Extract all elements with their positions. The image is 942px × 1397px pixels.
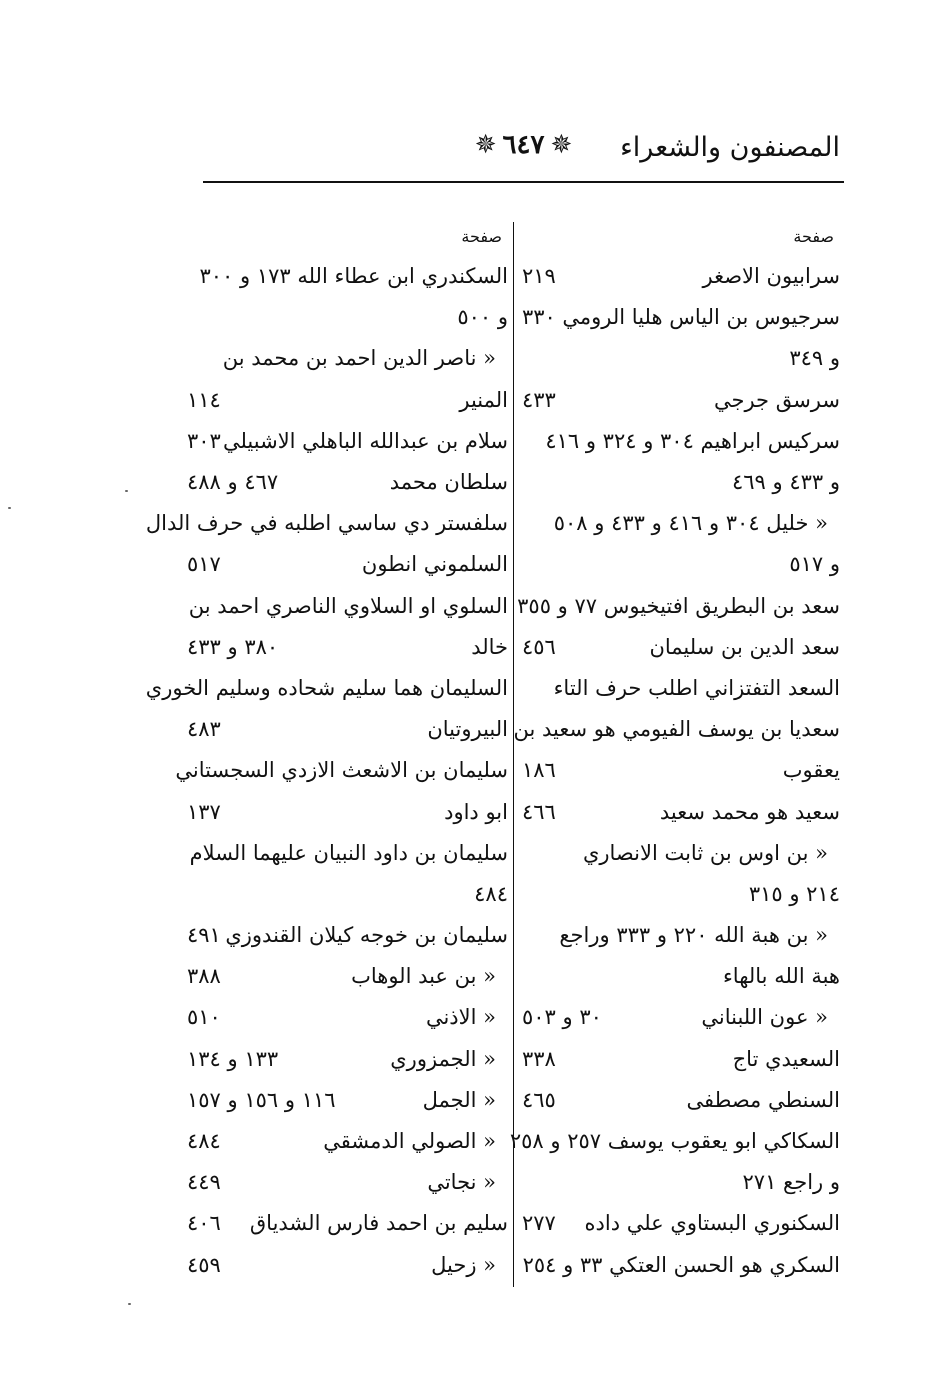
entry-name: « بن اوس بن ثابت الانصاري	[582, 840, 828, 865]
entry-name: ابو داود	[444, 799, 508, 824]
index-entry	[520, 256, 840, 297]
entry-name: السكاكي ابو يعقوب يوسف ٢٥٧ و ٢٥٨	[509, 1129, 840, 1154]
entry-page-refs: ٤٥٩	[187, 1252, 221, 1277]
entry-name: « بن هبة الله ٢٢٠ و ٣٣٣ وراجع	[559, 923, 828, 948]
index-entry	[185, 915, 508, 956]
index-entry	[185, 627, 508, 668]
index-entry	[185, 1203, 508, 1244]
column-heading: صفحة	[793, 227, 834, 246]
entry-name: السنطي مصطفى	[686, 1087, 840, 1112]
entry-name: سعديا بن يوسف الفيومي هو سعيد بن	[513, 717, 840, 742]
index-entry	[185, 1162, 508, 1203]
index-entry	[520, 791, 840, 832]
index-entry	[520, 1039, 840, 1080]
entry-name: سليمان بن خوجه كيلان القندوزي	[225, 923, 508, 948]
index-entry	[520, 874, 840, 915]
index-entry	[185, 586, 508, 627]
entry-name: سرابيون الاصغر	[702, 264, 840, 289]
entry-page-refs: ٣٣٠	[522, 305, 556, 330]
entry-name: و راجع ٢٧١	[742, 1170, 840, 1195]
index-entry	[520, 1245, 840, 1286]
entry-name: « الاذني	[425, 1005, 496, 1030]
page-number: ٦٤٧	[502, 130, 545, 160]
entry-name: « عون اللبناني	[701, 1005, 828, 1030]
index-entry	[520, 956, 840, 997]
entry-name: سليمان بن الاشعث الازدي السجستاني	[175, 758, 508, 783]
paper-speck	[128, 1303, 131, 1305]
index-entry	[520, 1080, 840, 1121]
index-entry	[520, 668, 840, 709]
entry-name: سعد بن البطريق افتيخيوس ٧٧ و ٣٥٥	[517, 593, 840, 618]
entry-name: هبة الله بالهاء	[722, 964, 840, 989]
index-entry	[185, 462, 508, 503]
running-header	[205, 128, 840, 172]
index-entry	[520, 380, 840, 421]
entry-name: سعد الدين بن سليمان	[649, 634, 840, 659]
entry-name: « خليل ٣٠٤ و ٤١٦ و ٤٣٣ و ٥٠٨	[553, 511, 828, 536]
index-entry	[185, 1245, 508, 1286]
index-entry	[520, 915, 840, 956]
entry-name: « بن عبد الوهاب	[351, 964, 496, 989]
entry-page-refs: ٣٠٣	[187, 428, 221, 453]
index-entry	[145, 668, 508, 709]
header-rule	[203, 181, 844, 183]
ornament-right-icon: ✵	[550, 130, 573, 160]
entry-page-refs: ٤٨٣	[187, 717, 221, 742]
index-entry	[185, 1039, 508, 1080]
index-entry	[520, 297, 840, 338]
index-entry	[185, 297, 508, 338]
index-entry	[517, 586, 840, 627]
index-entry	[520, 503, 840, 544]
entry-page-refs: ٤٣٣	[522, 387, 556, 412]
entry-name: السكنوري البستاوي علي داده	[584, 1211, 840, 1236]
entry-name: سليمان بن داود النبيان عليهما السلام	[189, 840, 508, 865]
entry-name: سلفستر دي ساسي اطلبه في حرف الدال	[145, 511, 508, 536]
index-column-left	[145, 222, 508, 1286]
entry-name: ٤٨٤	[474, 881, 508, 906]
index-entry	[185, 380, 508, 421]
entry-page-refs: ١١٤	[187, 387, 221, 412]
index-entry	[520, 833, 840, 874]
index-entry	[509, 1121, 840, 1162]
index-entry	[520, 1203, 840, 1244]
index-entry	[185, 1080, 508, 1121]
entry-name: « ناصر الدين احمد بن محمد بن	[222, 346, 496, 371]
entry-name: السلوي او السلاوي الناصري احمد بن	[188, 593, 508, 618]
entry-page-refs: ٤٩١	[187, 923, 221, 948]
index-entry	[520, 997, 840, 1038]
entry-name: خالد	[471, 634, 508, 659]
entry-name: سرسق جرجي	[713, 387, 840, 412]
entry-name: السعيدي تاج	[732, 1046, 840, 1071]
entry-list	[145, 256, 508, 1286]
index-entry	[185, 833, 508, 874]
index-entry	[520, 421, 840, 462]
entry-name: البيروتيان	[427, 717, 508, 742]
entry-page-refs: ٣٨٨	[187, 964, 221, 989]
paper-speck	[8, 507, 11, 509]
entry-name: سرجيوس بن الياس هليا الرومي	[562, 305, 840, 330]
entry-page-refs: ١٣٣ و ١٣٤	[187, 1046, 279, 1071]
entry-page-refs: ١٨٦	[522, 758, 556, 783]
index-entry	[185, 791, 508, 832]
entry-name: السكري هو الحسن العتكي ٣٣ و ٢٥٤	[522, 1252, 840, 1277]
entry-page-refs: ٢٧٧	[522, 1211, 556, 1236]
entry-name: و ٥٠٠	[457, 305, 508, 330]
index-entry	[520, 338, 840, 379]
entry-page-refs: ٤٤٩	[187, 1170, 221, 1195]
index-entry	[185, 709, 508, 750]
entry-name: المنير	[459, 387, 508, 412]
column-heading: صفحة	[461, 227, 502, 246]
entry-page-refs: ٤٠٦	[187, 1211, 221, 1236]
index-entry	[513, 709, 840, 750]
index-entry	[520, 544, 840, 585]
entry-page-refs: ٥١٠	[187, 1005, 221, 1030]
entry-name: سركيس ابراهيم ٣٠٤ و ٣٢٤ و ٤١٦	[545, 428, 840, 453]
index-entry	[185, 421, 508, 462]
index-entry	[185, 997, 508, 1038]
entry-name: يعقوب	[782, 758, 840, 783]
column-divider	[513, 222, 514, 1287]
index-column-right	[509, 222, 840, 1286]
entry-page-refs: ٣٨٠ و ٤٣٣	[187, 634, 279, 659]
entry-name: السعد التفتزاني اطلب حرف التاء	[553, 675, 840, 700]
index-entry	[185, 956, 508, 997]
entry-page-refs: ٤٨٤	[187, 1129, 221, 1154]
entry-page-refs: ٢١٩	[522, 264, 556, 289]
index-entry	[185, 544, 508, 585]
entry-name: « الصولي الدمشقي	[323, 1129, 496, 1154]
index-entry	[185, 338, 508, 379]
index-entry	[520, 462, 840, 503]
entry-name: السلموني انطون	[361, 552, 508, 577]
entry-name: سلطان محمد	[389, 470, 508, 495]
entry-name: « نجاتي	[427, 1170, 496, 1195]
entry-name: سلام بن عبدالله الباهلي الاشبيلي	[222, 428, 508, 453]
entry-page-refs: ٤٦٧ و ٤٨٨	[187, 470, 279, 495]
entry-page-refs: ١٣٧	[187, 799, 221, 824]
entry-page-refs: ٤٥٦	[522, 634, 556, 659]
index-entry	[145, 503, 508, 544]
paper-speck	[125, 490, 128, 492]
index-entry	[520, 1162, 840, 1203]
entry-page-refs: ٣٣٨	[522, 1046, 556, 1071]
entry-page-refs: ٤٦٥	[522, 1087, 556, 1112]
entry-name: السكندري ابن عطاء الله ١٧٣ و ٣٠٠	[199, 264, 508, 289]
entry-name: « الجمل	[422, 1087, 496, 1112]
entry-name: « الجمزوري	[390, 1046, 496, 1071]
entry-page-refs: ٤٦٦	[522, 799, 556, 824]
entry-name: و ٤٣٣ و ٤٦٩	[731, 470, 840, 495]
entry-name: ٢١٤ و ٣١٥	[748, 881, 840, 906]
entry-name: سعيد هو محمد سعيد	[659, 799, 840, 824]
index-entry	[520, 750, 840, 791]
index-entry	[185, 874, 508, 915]
entry-page-refs: ٥١٧	[187, 552, 221, 577]
index-entry	[185, 1121, 508, 1162]
entry-name: السليمان هما سليم شحاده وسليم الخوري	[145, 675, 508, 700]
entry-name: سليم بن احمد فارس الشدياق	[249, 1211, 508, 1236]
entry-page-refs: ٣٠ و ٥٠٣	[522, 1005, 602, 1030]
entry-name: « زحيل	[431, 1252, 496, 1277]
page-title: المصنفون والشعراء	[620, 132, 840, 163]
ornament-left-icon: ✵	[474, 130, 497, 160]
entry-page-refs: ١١٦ و ١٥٦ و ١٥٧	[187, 1087, 336, 1112]
entry-list	[509, 256, 840, 1286]
entry-name: و ٥١٧	[789, 552, 840, 577]
page-number-block	[456, 130, 591, 160]
index-entry	[520, 627, 840, 668]
entry-name: و ٣٤٩	[789, 346, 840, 371]
index-entry	[175, 750, 508, 791]
index-entry	[185, 256, 508, 297]
